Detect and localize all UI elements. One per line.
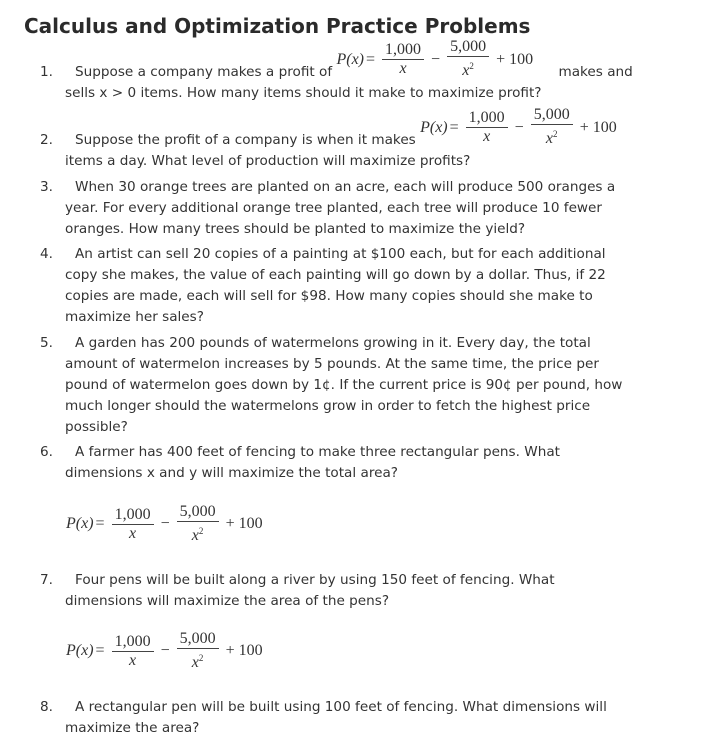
problem-6: 6. A farmer has 400 feet of fencing to make three rectangular pens. What dimensions x and y will maximize the total area? [40,444,560,481]
profit-formula: P(x) = $\frac{1,000}{x}$ − $\frac{5,000}{x^2}$ + 100 [336,38,534,79]
profit-formula: P(x) = $\frac{1,000}{x}$ − $\frac{5,000}{x^2}$ + 100 [66,503,263,544]
problem-2: 2. Suppose the profit of a company is when it makes P(x) = $\frac{1,000}{x}$ − $\frac{5,000}{x^2}$ + 100 items a day. What level of production will maximize profits? [40,106,617,169]
problem-1: 1. Suppose a company makes a profit of P(x) = $\frac{1,000}{x}$ − $\frac{5,000}{x^2}$ + 100 makes and sells x > 0 items. How many items should it make to maximize profit? [40,38,633,101]
problem-3: 3. When 30 orange trees are planted on an acre, each will produce 500 oranges a year. For every additional orange tree planted, each tree will produce 10 fewer oranges. How many trees should be planted to maximize the yield? [40,179,616,237]
profit-formula: P(x) = $\frac{1,000}{x}$ − $\frac{5,000}{x^2}$ + 100 [66,630,263,671]
problem-8: 8. A rectangular pen will be built using 100 feet of fencing. What dimensions will maximize the area? [40,699,607,736]
page-title: Calculus and Optimization Practice Problems [24,14,531,38]
problem-4: 4. An artist can sell 20 copies of a painting at $100 each, but for each additional copy she makes, the value of each painting will go down by a dollar. Thus, if 22 copies are made, each will sell for $98. How many copies should she make to maximize her sales? [40,246,606,325]
problem-7: 7. Four pens will be built along a river by using 150 feet of fencing. What dimensions will maximize the area of the pens? [40,572,555,609]
profit-formula: P(x) = $\frac{1,000}{x}$ − $\frac{5,000}{x^2}$ + 100 [420,106,617,147]
problem-5: 5. A garden has 200 pounds of watermelons growing in it. Every day, the total amount of watermelon increases by 5 pounds. At the same time, the price per pound of watermelon goes down by 1¢. If the current price is 90¢ per pound, how much longer should the watermelons grow in order to fetch the highest price possible? [40,335,623,435]
